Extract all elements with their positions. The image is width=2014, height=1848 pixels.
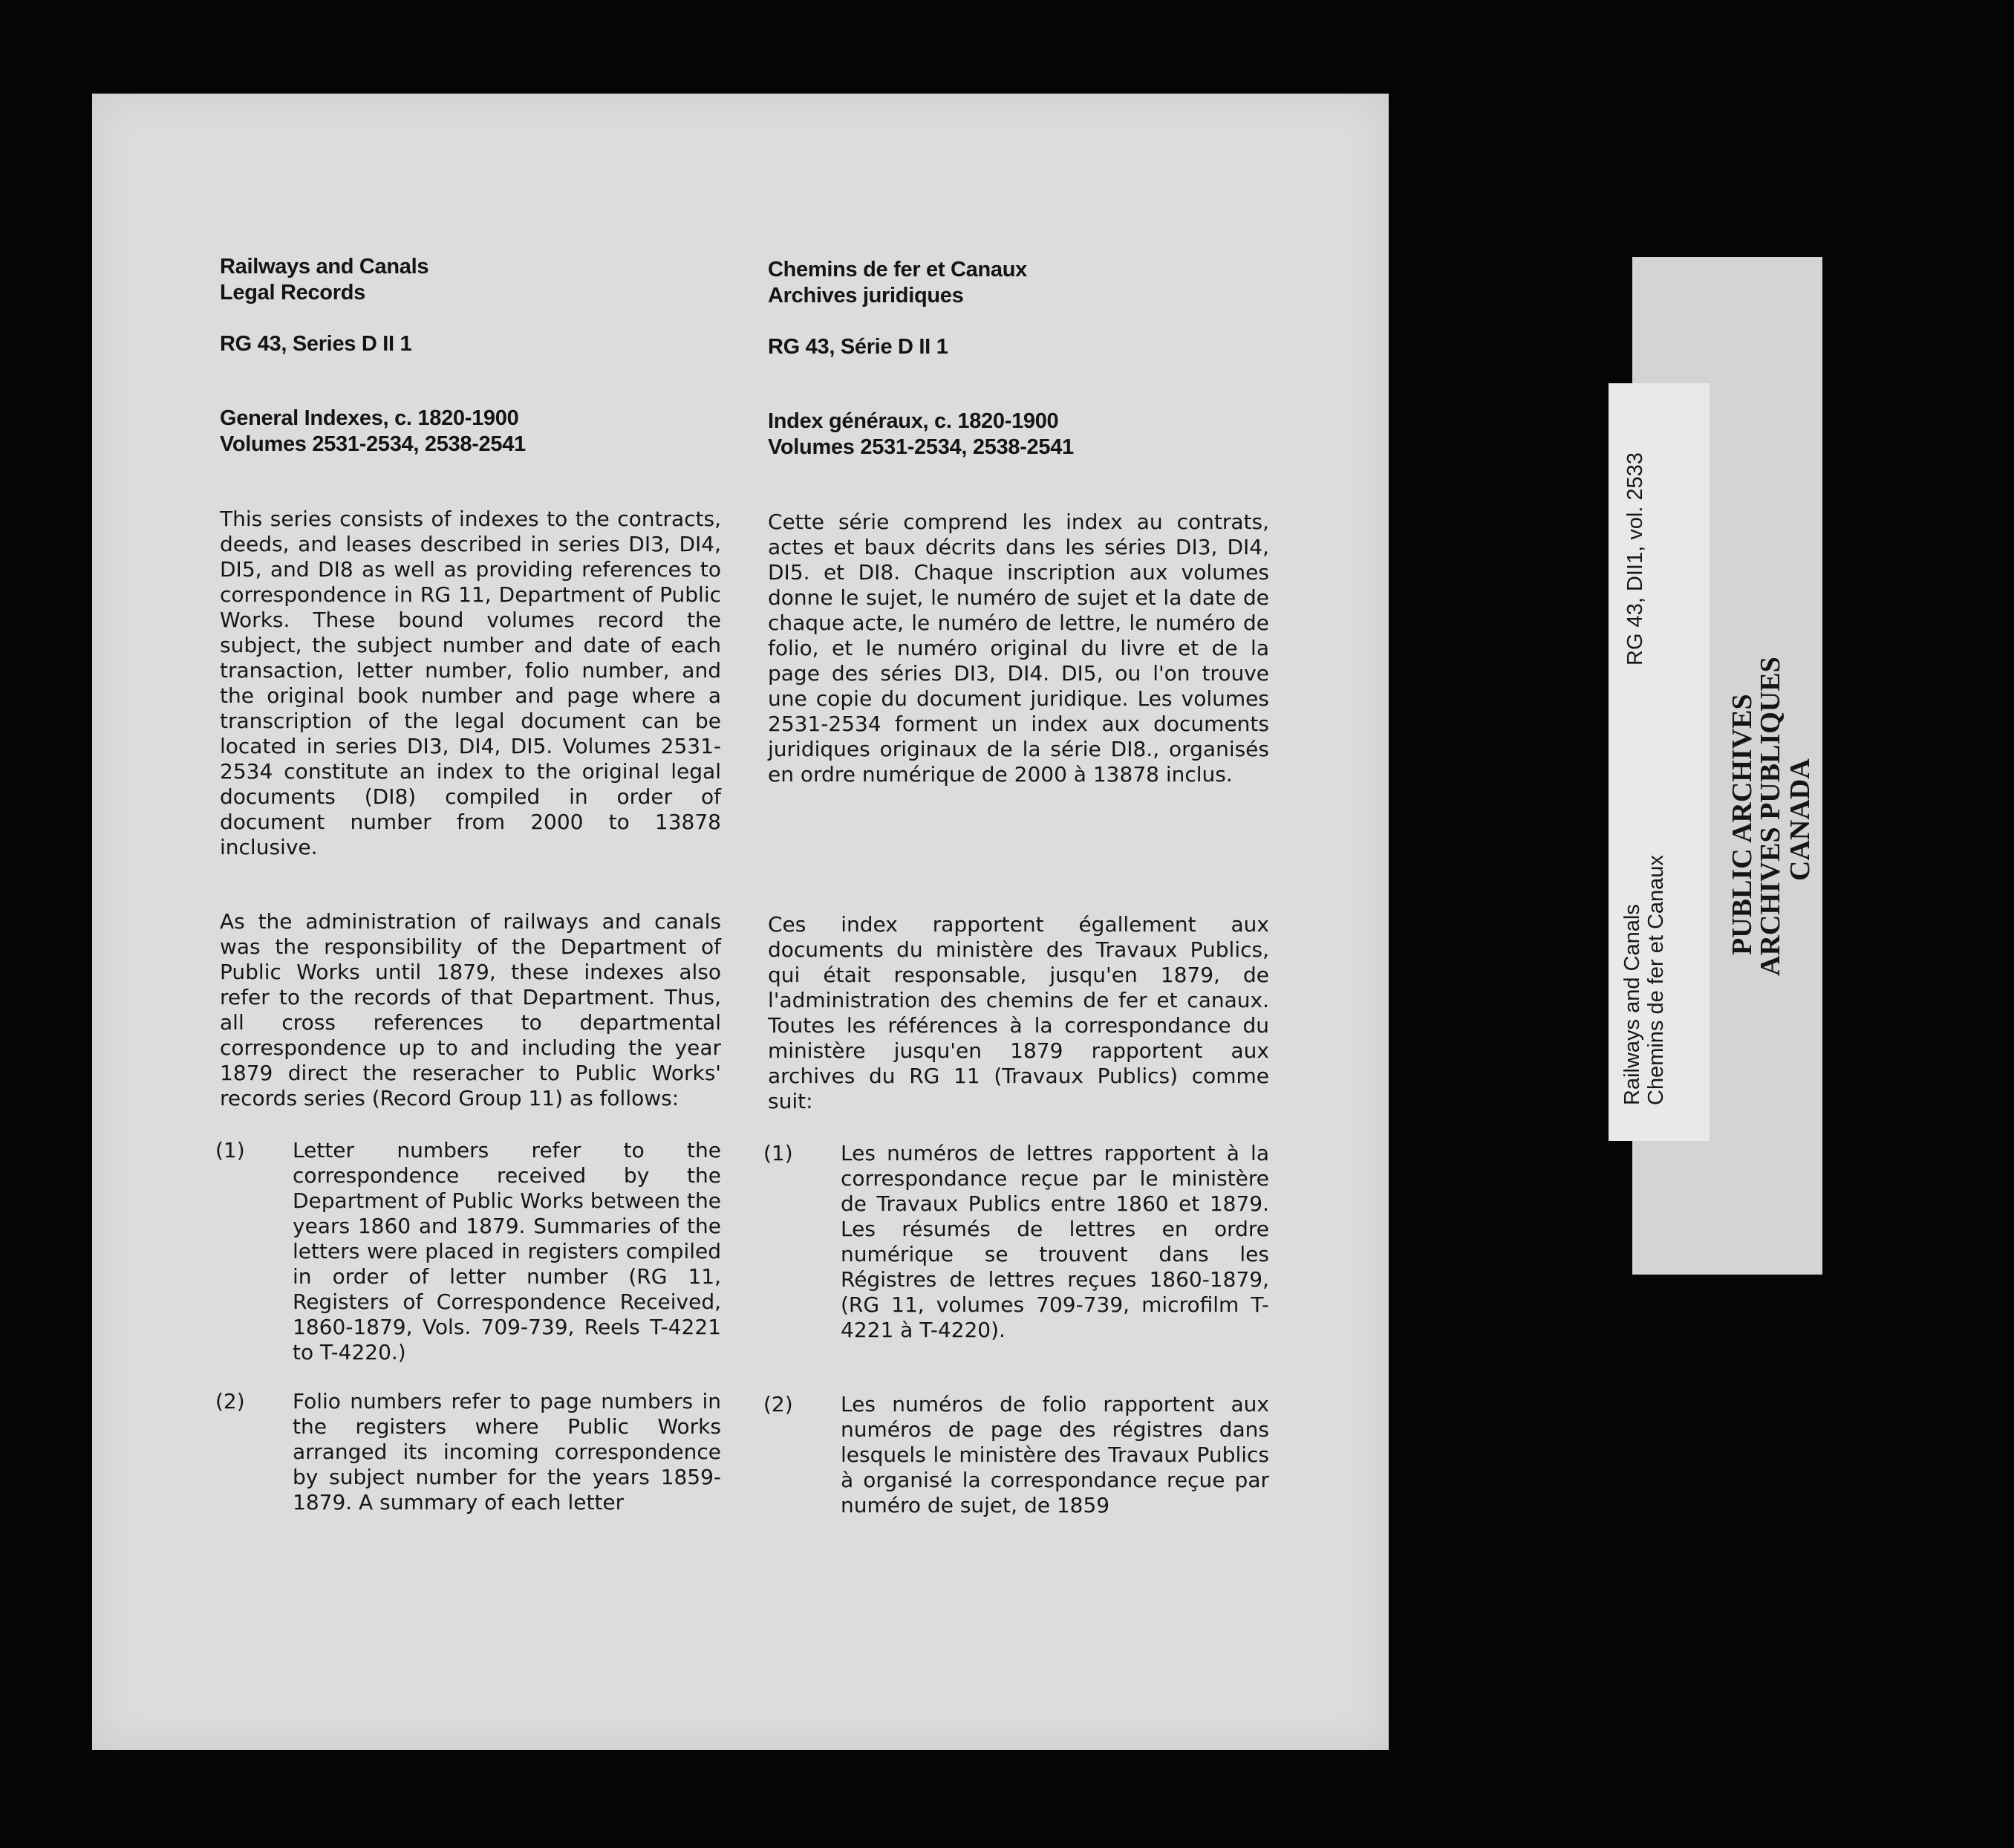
english-title: Railways and Canals Legal Records <box>220 255 429 305</box>
document-page <box>92 94 1389 1750</box>
item-number: (2) <box>215 1389 245 1413</box>
archives-fr-label: ARCHIVES PUBLIQUES <box>1755 657 1786 976</box>
item-number: (1) <box>763 1141 793 1165</box>
item-text: Folio numbers refer to page numbers in the registers where Public Works arranged its incoming correspondence by subject number for the years 1859-1879. A summary of each letter <box>293 1389 721 1514</box>
french-title: Chemins de fer et Canaux Archives juridiques <box>768 258 1027 308</box>
french-series: RG 43, Série D II 1 <box>768 335 948 359</box>
english-paragraph-2: As the administration of railways and canals was the responsibility of the Department of Public Works until 1879, these indexes also refer to the records of that Department. Thus, all cross references to departmental correspondence up to and including the year 1879 direct the reseracher to Public Works' records series (Record Group 11) as follows: <box>220 909 721 1110</box>
country-label: CANADA <box>1785 758 1816 881</box>
english-paragraph-1: This series consists of indexes to the contracts, deeds, and leases described in series DI3, DI4, DI5, and DI8 as well as providing references to correspondence in RG 11, Department of Public Works. These bound volumes record the subject, the subject number and date of each transaction, letter number, folio number, and the original book number and page where a transcription of the legal document can be located in series DI3, DI4, DI5. Volumes 2531-2534 constitute an index to the original legal documents (DI8) compiled in order of document number from 2000 to 13878 inclusive. <box>220 507 721 859</box>
volume-label-card <box>1609 383 1710 1141</box>
french-index-title: Index généraux, c. 1820-1900 Volumes 2531-2534, 2538-2541 <box>768 409 1074 459</box>
volume-reference: RG 43, DII1, vol. 2533 <box>1623 452 1647 666</box>
archives-en-label: PUBLIC ARCHIVES <box>1727 694 1758 955</box>
item-number: (2) <box>763 1392 793 1416</box>
french-paragraph-2: Ces index rapportent égallement aux documents du ministère des Travaux Publics, qui était responsable, jusqu'en 1879, de l'administration des chemins de fer et canaux. Toutes les références à la correspondance du ministère jusqu'en 1879 rapportent aux archives du RG 11 (Travaux Publics) comme suit: <box>768 912 1269 1113</box>
french-paragraph-1: Cette série comprend les index au contrats, actes et baux décrits dans les séries DI3, DI4, DI5. et DI8. Chaque inscription aux volumes donne le sujet, le numéro de sujet et la date de chaque acte, le numéro de lettre, le numéro de folio, et le numéro original du livre et de la page des séries DI3, DI4. DI5, ou l'on trouve une copie du document juridique. Les volumes 2531-2534 forment un index aux documents juridiques originaux de la série DI8., organisés en ordre numérique de 2000 à 13878 inclus. <box>768 510 1269 787</box>
item-number: (1) <box>215 1138 245 1162</box>
english-series: RG 43, Series D II 1 <box>220 332 412 356</box>
name-en-label: Railways and Canals <box>1620 904 1644 1105</box>
name-fr-label: Chemins de fer et Canaux <box>1644 855 1668 1105</box>
item-text: Les numéros de folio rapportent aux numéros de page des régistres dans lesquels le ministère des Travaux Publics à organisé la correspondance reçue par numéro de sujet, de 1859 <box>841 1392 1269 1517</box>
english-index-title: General Indexes, c. 1820-1900 Volumes 2531-2534, 2538-2541 <box>220 406 526 456</box>
label-notch <box>1609 1156 1632 1194</box>
item-text: Letter numbers refer to the correspondence received by the Department of Public Works between the years 1860 and 1879. Summaries of the letters were placed in registers compiled in order of letter number (RG 11, Registers of Correspondence Received, 1860-1879, Vols. 709-739, Reels T-4221 to T-4220.) <box>293 1138 721 1364</box>
item-text: Les numéros de lettres rapportent à la correspondance reçue par le ministère de Travaux Publics entre 1860 et 1879. Les résumés de lettres en ordre numérique se trouvent dans les Régistres de lettres reçues 1860-1879, (RG 11, volumes 709-739, microfilm T-4221 à T-4220). <box>841 1141 1269 1342</box>
